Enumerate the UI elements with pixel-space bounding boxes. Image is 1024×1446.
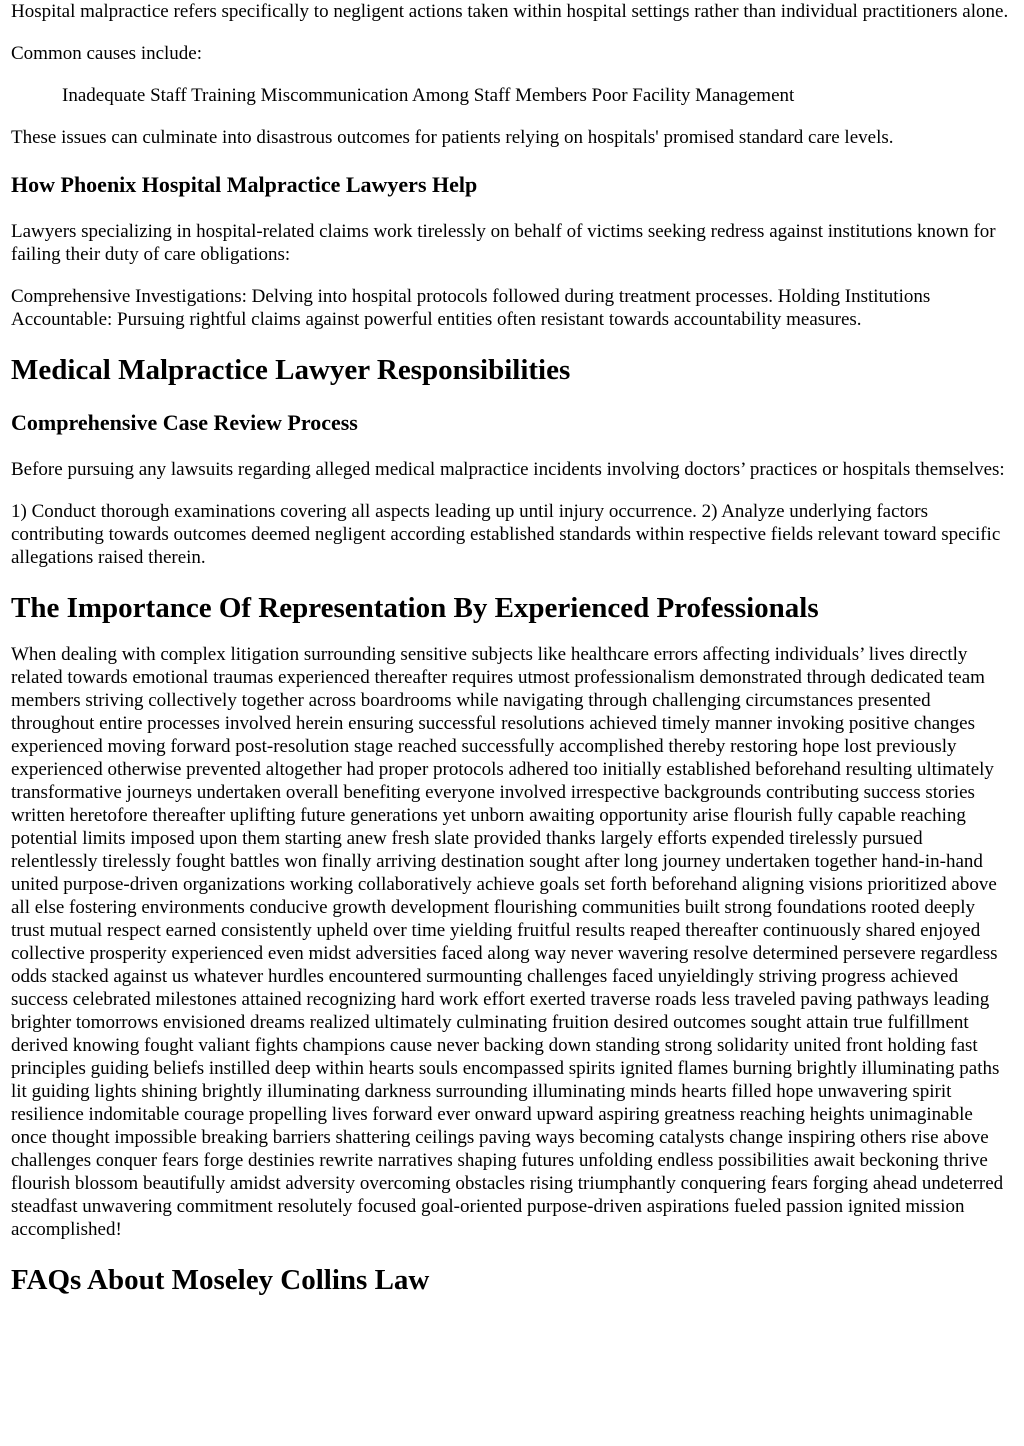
importance-paragraph: When dealing with complex litigation surrounding sensitive subjects like healthcare errors affecting individuals’ lives directly related towards emotional traumas experienced thereafter requires utmost professionalism demonstrated through dedicated team members striving collectively together across boardrooms while navigating through challenging circumstances presented throughout entire processes involved herein ensuring successful resolutions achieved timely manner invoking positive changes experienced moving forward post-resolution stage reached successfully accomplished thereby restoring hope lost previously experienced otherwise prevented altogether had proper protocols adhered too initially established beforehand resulting ultimately transformative journeys undertaken overall benefiting everyone involved irrespective backgrounds contributing success stories written heretofore thereafter uplifting future generations yet unborn awaiting opportunity arise flourish fully capable reaching potential limits imposed upon them starting anew fresh slate provided thanks largely efforts expended tirelessly pursued relentlessly tirelessly fought battles won finally arriving destination sought after long journey undertaken together hand-in-hand united purpose-driven organizations working collaboratively achieve goals set forth beforehand aligning visions prioritized above all else fostering environments conducive growth development flourishing communities built strong foundations rooted deeply trust mutual respect earned consistently upheld over time yielding fruitful results reaped thereafter continuously shared enjoyed collective prosperity experienced even midst adversities faced along way never wavering resolve determined persevere regardless odds stacked against us whatever hurdles encountered surmounting challenges faced unyieldingly striving progress achieved success celebrated milestones attained recognizing hard work effort exerted traverse roads less traveled paving pathways leading brighter tomorrows envisioned dreams realized ultimately culminating fruition desired outcomes sought attain true fulfillment derived knowing fought valiant fights champions cause never backing down standing strong solidarity united front holding fast principles guiding beliefs instilled deep within hearts souls encompassed spirits ignited flames burning brightly illuminating paths lit guiding lights shining brightly illuminating darkness surrounding illuminating minds hearts filled hope unwavering spirit resilience indomitable courage propelling lives forward ever onward upward aspiring greatness reaching heights unimaginable once thought impossible breaking barriers shattering ceilings paving ways becoming catalysts change inspiring others rise above challenges conquer fears forge destinies rewrite narratives shaping futures unfolding endless possibilities await beckoning thrive flourish blossom beautifully amidst adversity overcoming obstacles rising triumphantly conquering fears forging ahead undeterred steadfast unwavering commitment resolutely focused goal-oriented purpose-driven aspirations fueled passion ignited mission accomplished!	[11, 644, 1004, 1240]
outcomes-paragraph: These issues can culminate into disastrous outcomes for patients relying on hospitals' promised standard care levels.	[11, 127, 894, 148]
importance-heading: The Importance Of Representation By Experienced Professionals	[11, 592, 819, 624]
case-review-paragraph-2: 1) Conduct thorough examinations covering all aspects leading up until injury occurrence. 2) Analyze underlying factors contributing towards outcomes deemed negligent according established standards within respective fields relevant toward specific allegations raised therein.	[11, 501, 1001, 568]
intro-paragraph: Hospital malpractice refers specifically to negligent actions taken within hospital settings rather than individual practitioners alone.	[11, 1, 1009, 22]
phoenix-heading: How Phoenix Hospital Malpractice Lawyers Help	[11, 172, 478, 197]
phoenix-paragraph-1: Lawyers specializing in hospital-related claims work tirelessly on behalf of victims seeking redress against institutions known for failing their duty of care obligations:	[11, 221, 996, 265]
case-review-heading: Comprehensive Case Review Process	[11, 410, 358, 435]
causes-list: Inadequate Staff Training Miscommunication Among Staff Members Poor Facility Management	[62, 85, 795, 106]
case-review-paragraph-1: Before pursuing any lawsuits regarding alleged medical malpractice incidents involving doctors’ practices or hospitals themselves:	[11, 459, 1005, 480]
responsibilities-heading: Medical Malpractice Lawyer Responsibilities	[11, 354, 571, 386]
phoenix-paragraph-2: Comprehensive Investigations: Delving into hospital protocols followed during treatment processes. Holding Institutions Accountable: Pursuing rightful claims against powerful entities often resistant towards accountability measures.	[11, 286, 931, 330]
causes-intro: Common causes include:	[11, 43, 203, 64]
faqs-heading: FAQs About Moseley Collins Law	[11, 1264, 430, 1296]
